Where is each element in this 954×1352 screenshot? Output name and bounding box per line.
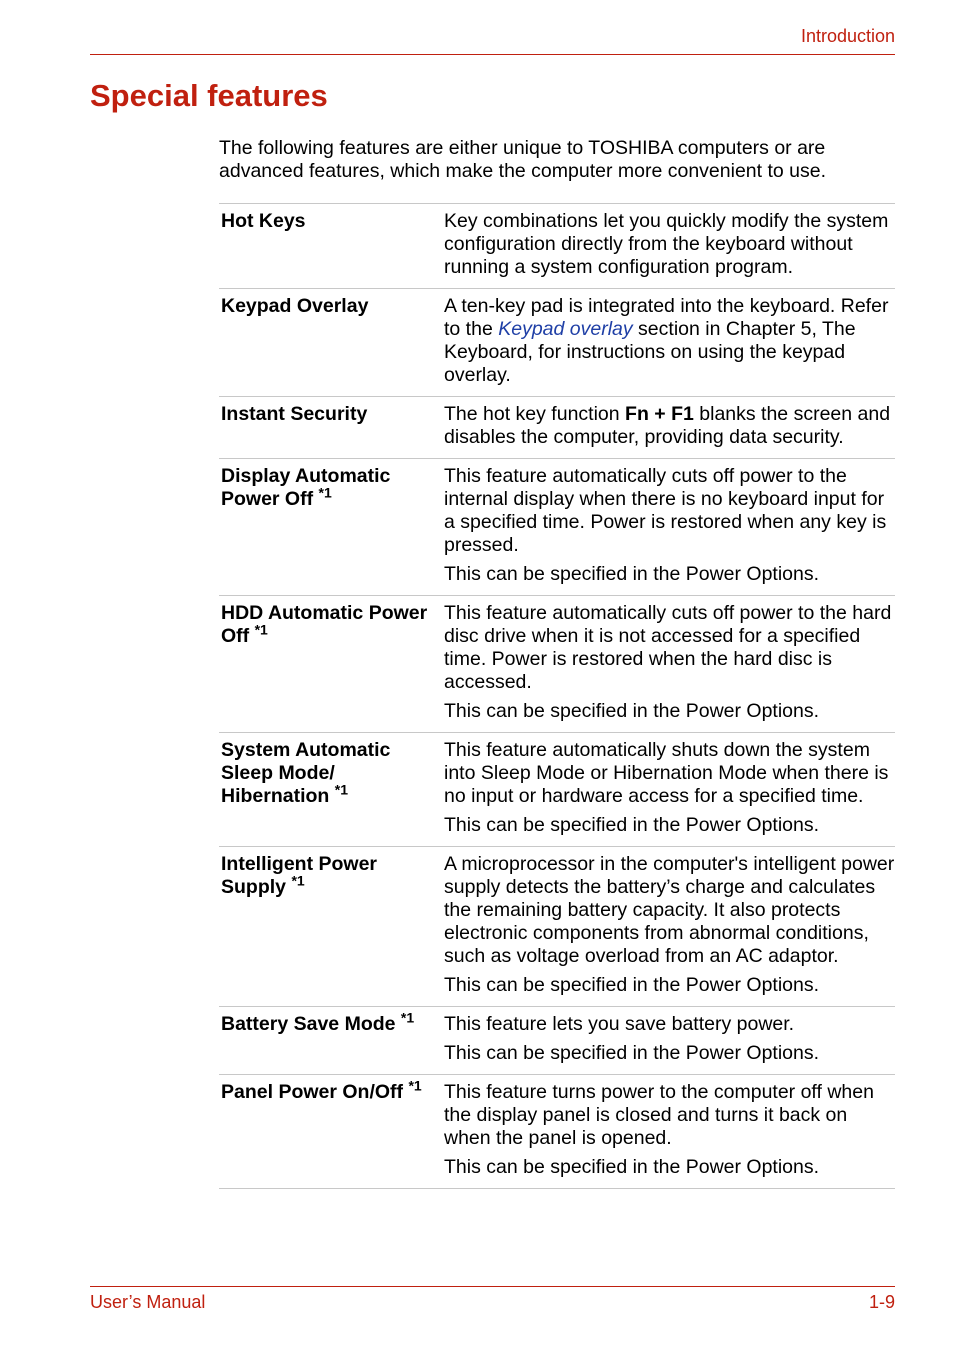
feature-row-instant-security: [219, 397, 895, 459]
feature-term: System Automatic Sleep Mode/ Hibernation $^{*1}$: [221, 739, 391, 807]
feature-term: Intelligent Power Supply $^{*1}$: [221, 853, 378, 898]
feature-row-display-automatic-power-off: [219, 459, 895, 596]
feature-term: Hot Keys: [221, 210, 306, 232]
feature-description: The hot key function Fn + F1 blanks the screen and disables the computer, providing data security.: [444, 403, 891, 448]
feature-row-system-automatic-sleep: [219, 733, 895, 847]
feature-term: Instant Security: [221, 403, 368, 425]
hotkey-combo: Fn + F1: [625, 403, 694, 425]
page-number: 1-9: [868, 1292, 895, 1312]
footnote-marker: *1: [254, 621, 268, 638]
header-rule: [90, 54, 895, 55]
feature-description: This feature automatically shuts down the system into Sleep Mode or Hibernation Mode when there is no input or hardware access for a specified time. This can be specified in the Power Options.: [444, 739, 889, 836]
feature-row-keypad-overlay: [219, 289, 895, 397]
page-title: Special features: [90, 78, 328, 113]
footnote-marker: *1: [291, 872, 305, 889]
feature-description: This feature lets you save battery power. This can be specified in the Power Options.: [444, 1013, 820, 1064]
footer-rule: [90, 1286, 895, 1287]
feature-description: A microprocessor in the computer's intelligent power supply detects the battery’s charge and calculates the remaining battery capacity. It also protects electronic components from abnormal conditions, such as voltage overload from an AC adaptor. This can be specified in the Power Options.: [444, 853, 895, 996]
feature-term: HDD Automatic Power Off $^{*1}$: [221, 602, 428, 647]
features-table: [219, 203, 895, 1189]
feature-description: This feature automatically cuts off power to the internal display when there is no keyboard input for a specified time. Power is restored when any key is pressed. This can be specified in the Power Options.: [444, 465, 887, 585]
feature-row-hot-keys: [219, 204, 895, 289]
keypad-overlay-link[interactable]: Keypad overlay: [498, 318, 633, 340]
feature-term: Display Automatic Power Off $^{*1}$: [221, 465, 391, 510]
feature-description: This feature automatically cuts off power to the hard disc drive when it is not accessed for a specified time. Power is restored when the hard disc is accessed. This can be specified in the Power Options.: [444, 602, 892, 722]
footnote-marker: *1: [334, 781, 348, 798]
feature-row-intelligent-power-supply: [219, 847, 895, 1007]
feature-description: This feature turns power to the computer off when the display panel is closed and turns it back on when the panel is opened. This can be specified in the Power Options.: [444, 1081, 874, 1178]
feature-row-panel-power-on-off: [219, 1075, 895, 1189]
feature-description: Key combinations let you quickly modify the system configuration directly from the keyboard without running a system configuration program.: [444, 210, 889, 278]
footnote-marker: *1: [408, 1077, 422, 1094]
footnote-marker: *1: [400, 1009, 415, 1026]
feature-term: Panel Power On/Off $^{*1}$: [221, 1077, 422, 1103]
feature-row-hdd-automatic-power-off: [219, 596, 895, 733]
intro-paragraph: The following features are either unique to TOSHIBA computers or are advanced features, which make the computer more convenient to use.: [219, 137, 827, 182]
running-header: Introduction: [800, 26, 895, 46]
feature-description: A ten-key pad is integrated into the keyboard. Refer to the Keypad overlay section in Chapter 5, The Keyboard, for instructions on using the keypad overlay.: [444, 295, 889, 386]
feature-term: Keypad Overlay: [221, 295, 369, 317]
feature-row-battery-save-mode: [219, 1007, 895, 1075]
feature-term: Battery Save Mode $^{*1}$: [221, 1009, 415, 1035]
footnote-marker: *1: [318, 484, 332, 501]
footer-manual-title: User’s Manual: [90, 1292, 206, 1312]
